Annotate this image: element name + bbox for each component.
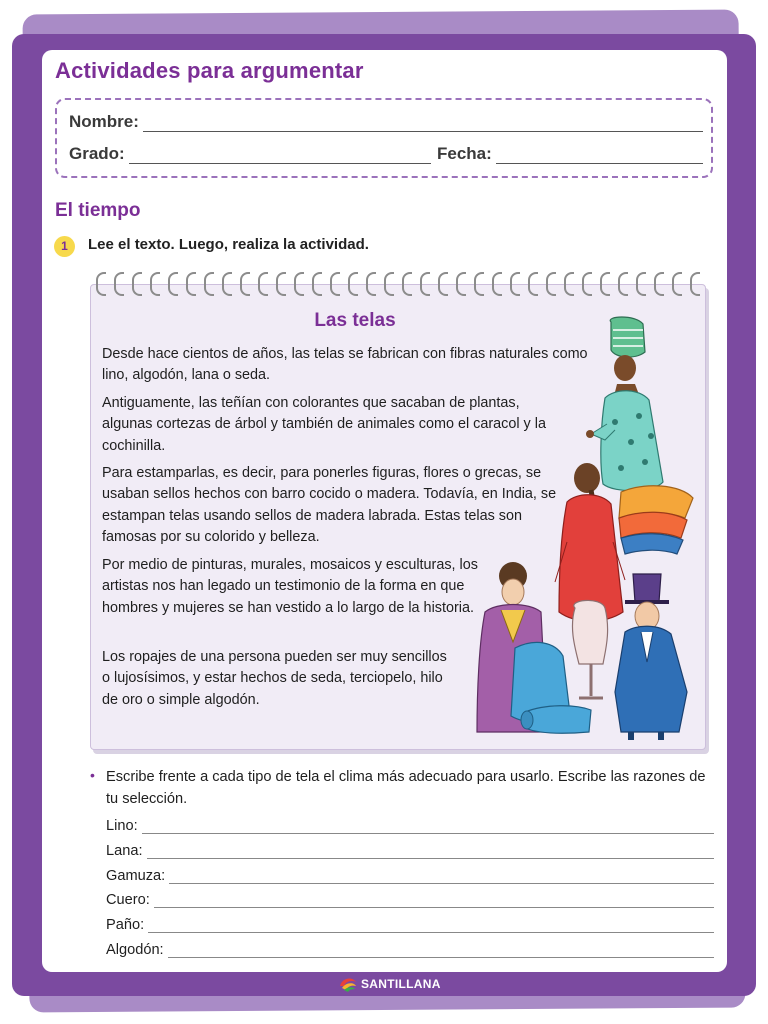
spiral-ring — [114, 272, 124, 296]
spiral-ring — [240, 272, 250, 296]
spiral-ring — [636, 272, 646, 296]
santillana-logo-icon — [338, 976, 358, 992]
spiral-ring — [150, 272, 160, 296]
answer-line[interactable] — [154, 896, 714, 908]
woman-turban-figure — [586, 317, 663, 491]
spiral-ring — [456, 272, 466, 296]
grade-label: Grado: — [69, 144, 125, 163]
answer-row-lino[interactable] — [106, 818, 714, 834]
spiral-ring — [312, 272, 322, 296]
spiral-ring — [690, 272, 700, 296]
spiral-ring — [204, 272, 214, 296]
date-line[interactable] — [496, 150, 703, 164]
name-field[interactable] — [69, 112, 703, 132]
date-field[interactable] — [437, 144, 703, 164]
grade-line[interactable] — [129, 150, 431, 164]
reading-title: Las telas — [314, 310, 396, 331]
answer-row-gamuza[interactable] — [106, 868, 714, 884]
answer-row-pano[interactable] — [106, 917, 714, 933]
spiral-ring — [222, 272, 232, 296]
spiral-ring — [528, 272, 538, 296]
spiral-ring — [492, 272, 502, 296]
spiral-ring — [672, 272, 682, 296]
spiral-ring — [348, 272, 358, 296]
spiral-ring — [258, 272, 268, 296]
reading-paragraph: Antiguamente, las teñían con colorantes que sacaban de plantas, algunas cortezas de árbol y también de animales como el caracol y la cochinilla. — [102, 395, 546, 454]
activity-number-badge: 1 — [54, 236, 75, 257]
answer-row-lana[interactable] — [106, 843, 714, 859]
answer-line[interactable] — [148, 921, 714, 933]
activity-instruction: Lee el texto. Luego, realiza la actividad. — [88, 236, 369, 253]
spiral-ring — [510, 272, 520, 296]
name-line[interactable] — [143, 118, 703, 132]
spiral-binding — [96, 272, 700, 298]
answer-label: Algodón: — [106, 942, 164, 958]
reading-paragraph: Desde hace cientos de años, las telas se fabrican con fibras naturales como lino, algodón, lana o seda. — [102, 346, 588, 384]
reading-paragraph: Los ropajes de una persona pueden ser muy sencillos o lujosísimos, y estar hechos de seda, terciopelo, hilo de oro o simple algodón. — [102, 649, 447, 708]
reading-paragraph: Para estamparlas, es decir, para ponerles figuras, flores o grecas, se usaban sellos hechos con barro cocido o madera. Todavía, en India, se estampan telas usando sellos de madera labrada. Estas telas son famosas por su colorido y belleza. — [102, 465, 557, 546]
spiral-ring — [582, 272, 592, 296]
spiral-ring — [402, 272, 412, 296]
spiral-ring — [474, 272, 484, 296]
spiral-ring — [438, 272, 448, 296]
brand-name: SANTILLANA — [361, 977, 441, 991]
grade-field[interactable] — [69, 144, 431, 164]
date-label: Fecha: — [437, 144, 492, 163]
fabric-stack — [619, 486, 693, 554]
spiral-ring — [96, 272, 106, 296]
reading-paragraph: Por medio de pinturas, murales, mosaicos y esculturas, los artistas nos han legado un testimonio de la forma en que hombres y mujeres se han vestido a lo largo de la historia. — [102, 557, 478, 616]
task-instruction: Escribe frente a cada tipo de tela el clima más adecuado para usarlo. Escribe las razones de tu selección. — [106, 769, 706, 807]
santillana-logo — [338, 976, 441, 992]
spiral-ring — [132, 272, 142, 296]
answer-label: Lino: — [106, 818, 138, 834]
spiral-ring — [330, 272, 340, 296]
spiral-ring — [366, 272, 376, 296]
clothing-history-illustration — [455, 312, 705, 740]
answer-label: Lana: — [106, 843, 143, 859]
answer-line[interactable] — [169, 872, 714, 884]
spiral-ring — [618, 272, 628, 296]
answer-row-cuero[interactable] — [106, 892, 714, 908]
answer-line[interactable] — [168, 946, 714, 958]
answer-label: Gamuza: — [106, 868, 166, 884]
section-title: El tiempo — [55, 200, 141, 221]
name-label: Nombre: — [69, 112, 139, 131]
mannequin — [572, 600, 607, 698]
spiral-ring — [600, 272, 610, 296]
task-bullet: • — [90, 767, 95, 783]
spiral-ring — [276, 272, 286, 296]
spiral-ring — [168, 272, 178, 296]
spiral-ring — [420, 272, 430, 296]
spiral-ring — [294, 272, 304, 296]
answer-line[interactable] — [147, 847, 714, 859]
man-top-hat-figure — [615, 574, 687, 740]
spiral-ring — [186, 272, 196, 296]
student-info-box — [55, 98, 713, 178]
answer-row-algodon[interactable] — [106, 942, 714, 958]
spiral-ring — [384, 272, 394, 296]
spiral-ring — [564, 272, 574, 296]
answer-line[interactable] — [142, 822, 714, 834]
page-title: Actividades para argumentar — [55, 58, 364, 83]
spiral-ring — [546, 272, 556, 296]
answer-label: Paño: — [106, 917, 145, 933]
answer-label: Cuero: — [106, 892, 150, 908]
spiral-ring — [654, 272, 664, 296]
